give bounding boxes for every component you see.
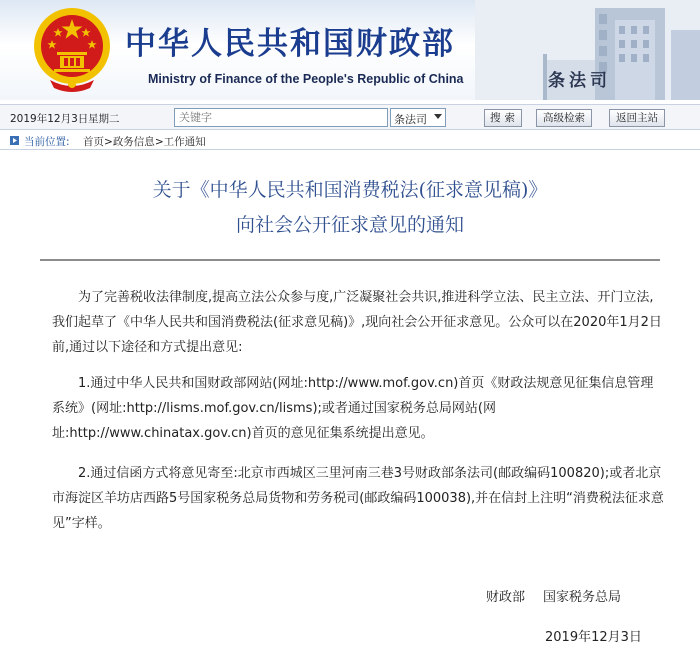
national-emblem-icon <box>30 6 114 94</box>
search-input[interactable] <box>174 108 388 127</box>
site-title-en: Ministry of Finance of the People's Republic of China <box>148 72 464 86</box>
breadcrumb-separator: > <box>154 136 164 148</box>
paragraph-text: 2.通过信函方式将意见寄至:北京市西城区三里河南三巷3号财政部条法司(邮政编码100820);或者北京市海淀区羊坊店西路5号国家税务总局货物和劳务税司(邮政编码100038),并在信封上注明“消费税法征求意见”字样。 <box>52 466 664 531</box>
breadcrumb-item-gov-info[interactable]: 政务信息 <box>112 136 155 148</box>
article-title-line2: 向社会公开征求意见的通知 <box>235 214 464 236</box>
current-date: 2019年12月3日 <box>10 113 89 125</box>
article-date: 2019年12月3日 <box>545 630 642 645</box>
current-weekday: 星期二 <box>88 113 120 125</box>
signatory-mof: 财政部 <box>486 590 526 605</box>
title-divider <box>40 259 660 261</box>
breadcrumb <box>0 131 700 150</box>
search-scope-select[interactable] <box>390 108 446 127</box>
article-paragraph <box>52 371 664 446</box>
header-banner <box>0 0 700 100</box>
return-home-button[interactable]: 返回主站 <box>609 109 665 127</box>
department-label: 条法司 <box>548 71 611 91</box>
breadcrumb-item-work-notice[interactable]: 工作通知 <box>163 136 206 148</box>
article-paragraph <box>52 285 664 360</box>
signatory-sat: 国家税务总局 <box>543 590 622 605</box>
breadcrumb-label: 当前位置: <box>24 136 70 148</box>
site-title-cn: 中华人民共和国财政部 <box>125 26 455 62</box>
breadcrumb-separator: > <box>104 136 113 148</box>
chevron-down-icon <box>434 114 442 119</box>
article-title-line1: 关于《中华人民共和国消费税法(征求意见稿)》 <box>152 179 548 201</box>
paragraph-text: 1.通过中华人民共和国财政部网站(网址:http://www.mof.gov.cn)首页《财政法规意见征集信息管理系统》(网址:http://lisms.mof.gov.cn/lisms);或者通过国家税务总局网站(网址:http://www.chinatax.gov.cn)首页的意见征集系统提出意见。 <box>52 376 654 441</box>
search-scope-value: 条法司 <box>394 113 427 126</box>
arrow-right-icon <box>10 136 19 145</box>
article-paragraph <box>52 461 664 536</box>
search-button[interactable]: 搜索 <box>484 109 522 127</box>
advanced-search-button[interactable]: 高级检索 <box>536 109 592 127</box>
breadcrumb-path <box>83 134 206 149</box>
breadcrumb-item-home[interactable]: 首页 <box>83 136 104 148</box>
paragraph-text: 为了完善税收法律制度,提高立法公众参与度,广泛凝聚社会共识,推进科学立法、民主立法、开门立法,我们起草了《中华人民共和国消费税法(征求意见稿)》,现向社会公开征求意见。公众可以在2020年1月2日前,通过以下途径和方式提出意见: <box>52 290 662 355</box>
signatories <box>486 586 621 605</box>
toolbar <box>0 104 700 130</box>
